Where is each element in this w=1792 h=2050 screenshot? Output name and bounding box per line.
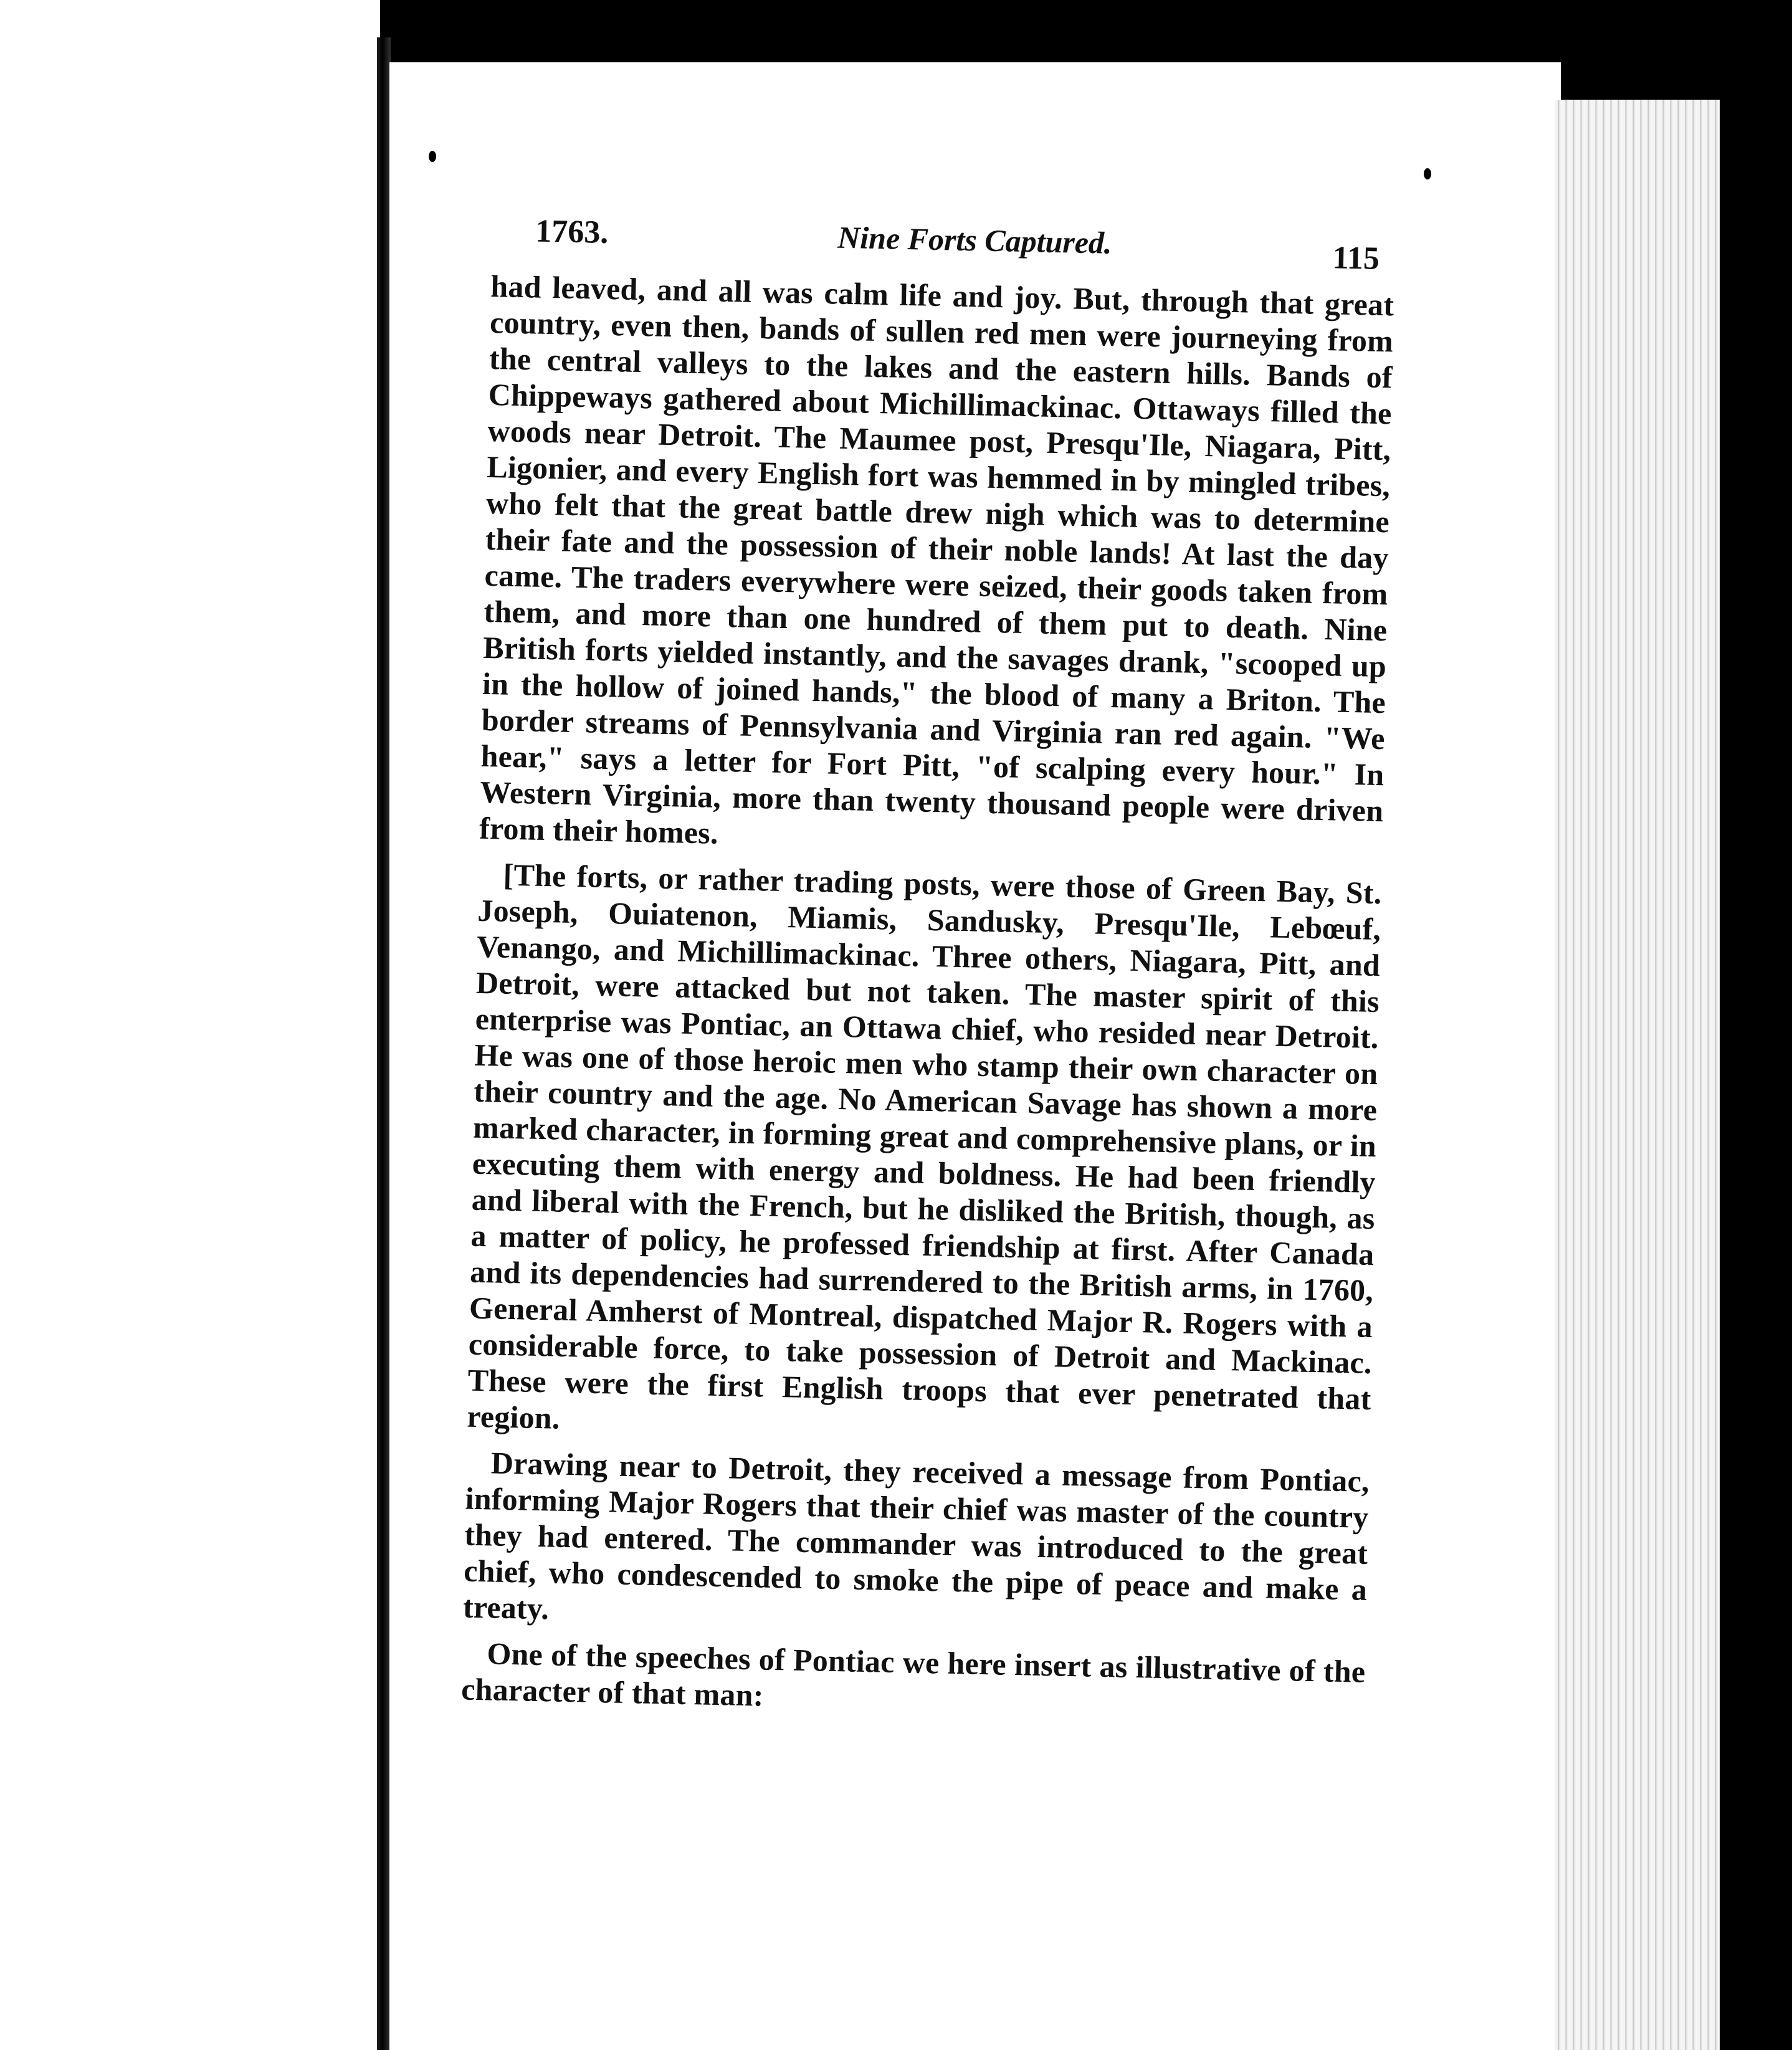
running-head-title: Nine Forts Captured. [837,219,1113,260]
scan-mark-dot [429,151,436,162]
paragraph: Drawing near to Detroit, they received a message from Pontiac, informing Major Rogers that their chief was master of the country they had entered. The commander was introduced to the great chief, who condescended to smoke the pipe of peace and make a treaty. [462,1445,1370,1626]
page-number: 115 [1332,240,1380,277]
body-text [461,268,1394,1726]
page-edges [1555,100,1723,2050]
paragraph: [The forts, or rather trading posts, were those of Green Bay, St. Joseph, Ouiatenon, Miamis, Sandusky, Presqu'Ile, Lebœuf, Venango, and Michillimackinac. Three others, Niagara, Pitt, and Detroit, were attacked but not taken. The master spirit of this enterprise was Pontiac, an Ottawa chief, who resided near Detroit. He was one of those heroic men who stamp their own character on their country and the age. No American Savage has shown a more marked character, in forming great and comprehensive plans, or in executing them with energy and boldness. He had been friendly and liberal with the French, but he disliked the British, though, as a matter of policy, he professed friendship at first. After Canada and its dependencies had surrendered to the British arms, in 1760, General Amherst of Montreal, dispatched Major R. Rogers with a considerable force, to take possession of Detroit and Mackinac. These were the first English troops that ever penetrated that region. [466,857,1383,1436]
book-gutter [377,37,391,2050]
page-edges-shadow [1720,100,1792,2050]
page-content [460,212,1395,1736]
running-head-year: 1763. [535,213,609,250]
blank-left-page [0,0,380,2050]
scan-mark-dot [1424,168,1431,179]
paragraph: had leaved, and all was calm life and joy. But, through that great country, even then, bands of sullen red men were journeying from the central valleys to the lakes and the eastern hills. Bands of Chippeways gathered about Michillimackinac. Ottaways filled the woods near Detroit. The Maumee post, Presqu'Ile, Niagara, Pitt, Ligonier, and every English fort was hemmed in by mingled tribes, who felt that the great battle drew nigh which was to determine their fate and the possession of their noble lands! At last the day came. The traders everywhere were seized, their goods taken from them, and more than one hundred of them put to death. Nine British forts yielded instantly, and the savages drank, "scooped up in the hollow of joined hands," the blood of many a Briton. The border streams of Pennsylvania and Virginia ran red again. "We hear," says a letter for Fort Pitt, "of scalping every hour." In Western Virginia, more than twenty thousand people were driven from their homes. [479,268,1394,851]
paragraph: One of the speeches of Pontiac we here insert as illustrative of the character of that man: [460,1636,1366,1713]
